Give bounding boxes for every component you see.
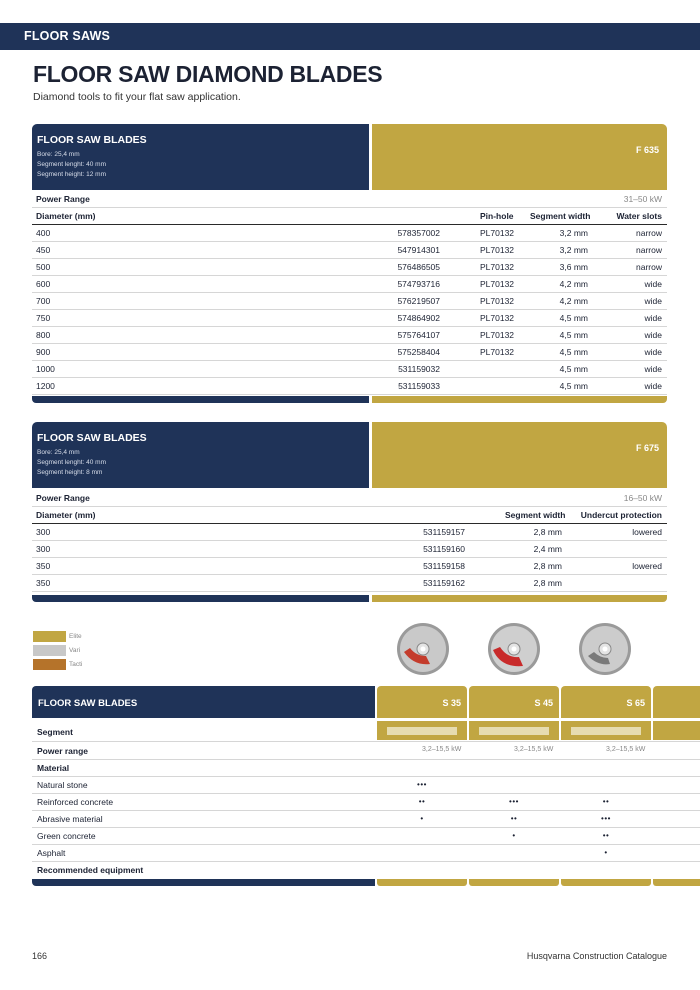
cell-undercut-protection: lowered: [632, 527, 662, 537]
cell-diameter: 600: [36, 279, 51, 289]
cell-segment-width: 3,6 mm: [559, 262, 588, 272]
table1-row: [32, 258, 667, 276]
cell-water-slots: wide: [644, 347, 662, 357]
table2-model-header: [372, 422, 667, 488]
material-name: Reinforced concrete: [37, 797, 114, 807]
table1-row: [32, 241, 667, 259]
cell-diameter: 300: [36, 527, 51, 537]
table2-footer-left: [32, 595, 369, 602]
table1-row: [32, 292, 667, 310]
cell-segment-width: 2,8 mm: [533, 561, 562, 571]
table2-power-row: [32, 489, 667, 507]
table3-model-s65: S 65: [626, 698, 645, 708]
cell-diameter: 400: [36, 228, 51, 238]
table3-power-s35: 3,2–15,5 kW: [422, 746, 462, 753]
table3-model-s45: S 45: [534, 698, 553, 708]
col-segment-width: Segment width: [530, 211, 591, 221]
legend-label-tacti: Tacti: [69, 661, 83, 668]
table3-material-row: [32, 777, 700, 794]
cell-article-number: 531159033: [398, 381, 440, 391]
table1-footer-left: [32, 396, 369, 403]
cell-segment-width: 2,8 mm: [533, 578, 562, 588]
cell-water-slots: wide: [644, 330, 662, 340]
table2-row: [32, 557, 667, 575]
material-name: Natural stone: [37, 780, 88, 790]
cell-diameter: 350: [36, 561, 51, 571]
rating-s65: ••: [602, 797, 610, 806]
cell-water-slots: narrow: [636, 228, 662, 238]
cell-pin-hole: PL70132: [480, 262, 515, 272]
rating-s45: •: [512, 831, 516, 840]
col-pin-hole: Pin-hole: [480, 211, 514, 221]
cell-article-number: 547914301: [397, 245, 440, 255]
cell-article-number: 531159162: [423, 578, 465, 588]
table1-row: [32, 360, 667, 378]
material-name: Abrasive material: [37, 814, 103, 824]
table1-power-value: 31–50 kW: [623, 194, 662, 204]
cell-diameter: 450: [36, 245, 51, 255]
material-name: Asphalt: [37, 848, 66, 858]
segment-image-overflow: [653, 721, 700, 740]
table3-equipment-row: [32, 862, 700, 878]
cell-segment-width: 4,5 mm: [559, 381, 588, 391]
section-header-bar: [0, 23, 700, 50]
cell-article-number: 575764107: [397, 330, 440, 340]
table3-model-s35: S 35: [442, 698, 461, 708]
cell-segment-width: 3,2 mm: [559, 228, 588, 238]
table1-header: [32, 124, 369, 190]
cell-article-number: 576219507: [397, 296, 440, 306]
rating-s45: •••: [509, 797, 519, 806]
cell-article-number: 531159157: [423, 527, 465, 537]
cell-article-number: 578357002: [397, 228, 440, 238]
col-diameter: Diameter (mm): [36, 510, 96, 520]
cell-article-number: 575258404: [397, 347, 440, 357]
cell-diameter: 700: [36, 296, 51, 306]
legend-swatch-elite: [33, 631, 66, 642]
table2-row: [32, 540, 667, 558]
cell-segment-width: 2,8 mm: [533, 527, 562, 537]
cell-segment-width: 4,5 mm: [559, 364, 588, 374]
table3-header: [32, 686, 375, 718]
table3-power-s45: 3,2–15,5 kW: [514, 746, 554, 753]
cell-water-slots: wide: [644, 279, 662, 289]
cell-article-number: 531159160: [423, 544, 465, 554]
table3-footer-s65: [561, 879, 651, 886]
cell-water-slots: wide: [644, 381, 662, 391]
cell-diameter: 1000: [36, 364, 55, 374]
table1-heading: FLOOR SAW BLADES: [37, 134, 147, 146]
table1-row: [32, 377, 667, 395]
legend-swatch-tacti: [33, 659, 66, 670]
table3-model-header-s45: [469, 686, 559, 718]
cell-segment-width: 3,2 mm: [559, 245, 588, 255]
table1-row: [32, 309, 667, 327]
table3-footer-s45: [469, 879, 559, 886]
table3-segment-label: Segment: [37, 727, 73, 737]
col-undercut-protection: Undercut protection: [580, 510, 662, 520]
page-title: FLOOR SAW DIAMOND BLADES: [33, 61, 383, 87]
cell-segment-width: 4,2 mm: [559, 296, 588, 306]
table1-power-label: Power Range: [36, 194, 90, 204]
cell-segment-width: 4,5 mm: [559, 313, 588, 323]
rating-s65: ••: [602, 831, 610, 840]
cell-diameter: 900: [36, 347, 51, 357]
blade-image-s65: [578, 622, 632, 676]
table1-row: [32, 343, 667, 361]
table3-power-s65: 3,2–15,5 kW: [606, 746, 646, 753]
table3-heading: FLOOR SAW BLADES: [38, 698, 138, 709]
page-subtitle: Diamond tools to fit your flat saw application.: [33, 91, 241, 103]
table2-spec-segment-height: Segment height: 8 mm: [37, 469, 103, 476]
table1-spec-segment-length: Segment lenght: 40 mm: [37, 161, 107, 168]
table1-spec-bore: Bore: 25,4 mm: [37, 151, 80, 158]
cell-undercut-protection: lowered: [632, 561, 662, 571]
cell-segment-width: 4,5 mm: [559, 347, 588, 357]
blade-image-s45: [487, 622, 541, 676]
segment-image-s65: [561, 721, 651, 740]
legend-label-elite: Elite: [69, 633, 82, 640]
cell-diameter: 300: [36, 544, 51, 554]
catalogue-name: Husqvarna Construction Catalogue: [526, 951, 667, 961]
page-number: 166: [32, 951, 48, 961]
table1-model-header: [372, 124, 667, 190]
cell-diameter: 350: [36, 578, 51, 588]
table3-material-row: [32, 828, 700, 845]
table3-model-header-overflow: [653, 686, 700, 718]
table1-column-header: [32, 207, 667, 225]
table3-material-row: [32, 845, 700, 862]
cell-water-slots: narrow: [636, 262, 662, 272]
rating-s65: •••: [601, 814, 611, 823]
table1-footer-right: [372, 396, 667, 403]
table2-spec-bore: Bore: 25,4 mm: [37, 449, 80, 456]
table3-material-row: [32, 794, 700, 811]
cell-segment-width: 2,4 mm: [533, 544, 562, 554]
blade-image-s35: [396, 622, 450, 676]
table3-material-row: [32, 811, 700, 828]
table3-model-header-s35: [377, 686, 467, 718]
rating-s35: •••: [417, 780, 427, 789]
table3-material-row: [32, 760, 700, 777]
table3-model-header-s65: [561, 686, 651, 718]
col-diameter: Diameter (mm): [36, 211, 96, 221]
table2-heading: FLOOR SAW BLADES: [37, 432, 147, 444]
rating-s35: •: [420, 814, 424, 823]
cell-article-number: 574864902: [397, 313, 440, 323]
table1-spec-segment-height: Segment height: 12 mm: [37, 171, 107, 178]
table1-power-row: [32, 190, 667, 208]
table2-power-label: Power Range: [36, 493, 90, 503]
table2-row: [32, 523, 667, 541]
col-segment-width: Segment width: [505, 510, 566, 520]
rating-s65: •: [604, 848, 608, 857]
table1-row: [32, 326, 667, 344]
cell-article-number: 531159158: [423, 561, 465, 571]
cell-pin-hole: PL70132: [480, 330, 515, 340]
table3-power-row: [32, 743, 700, 760]
cell-pin-hole: PL70132: [480, 279, 515, 289]
legend-label-vari: Vari: [69, 647, 81, 654]
cell-pin-hole: PL70132: [480, 245, 515, 255]
cell-pin-hole: PL70132: [480, 296, 515, 306]
col-water-slots: Water slots: [616, 211, 662, 221]
legend-swatch-vari: [33, 645, 66, 656]
table2-row: [32, 574, 667, 592]
table2-column-header: [32, 506, 667, 524]
table1-model: F 635: [635, 145, 659, 155]
table3-footer-s35: [377, 879, 467, 886]
segment-image-s45: [469, 721, 559, 740]
segment-image-s35: [377, 721, 467, 740]
table3-material-label: Material: [37, 763, 70, 773]
cell-article-number: 531159032: [398, 364, 440, 374]
cell-water-slots: wide: [644, 296, 662, 306]
cell-water-slots: wide: [644, 364, 662, 374]
rating-s35: ••: [418, 797, 426, 806]
table2-footer-right: [372, 595, 667, 602]
cell-pin-hole: PL70132: [480, 228, 515, 238]
cell-segment-width: 4,5 mm: [559, 330, 588, 340]
material-name: Green concrete: [37, 831, 96, 841]
table3-power-label: Power range: [37, 746, 89, 756]
cell-diameter: 750: [36, 313, 51, 323]
table3-footer-overflow: [653, 879, 700, 886]
cell-diameter: 800: [36, 330, 51, 340]
table2-power-value: 16–50 kW: [623, 493, 662, 503]
cell-segment-width: 4,2 mm: [559, 279, 588, 289]
cell-pin-hole: PL70132: [480, 347, 515, 357]
table3-equipment-label: Recommended equipment: [37, 865, 144, 875]
table1-row: [32, 224, 667, 242]
table2-spec-segment-length: Segment lenght: 40 mm: [37, 459, 107, 466]
cell-diameter: 1200: [36, 381, 55, 391]
table3-footer-left: [32, 879, 375, 886]
table2-model: F 675: [635, 443, 659, 453]
cell-article-number: 574793716: [397, 279, 440, 289]
cell-water-slots: narrow: [636, 245, 662, 255]
rating-s45: ••: [510, 814, 518, 823]
cell-diameter: 500: [36, 262, 51, 272]
table2-header: [32, 422, 369, 488]
table1-row: [32, 275, 667, 293]
cell-pin-hole: PL70132: [480, 313, 515, 323]
cell-water-slots: wide: [644, 313, 662, 323]
cell-article-number: 576486505: [397, 262, 440, 272]
section-title: FLOOR SAWS: [24, 29, 111, 43]
